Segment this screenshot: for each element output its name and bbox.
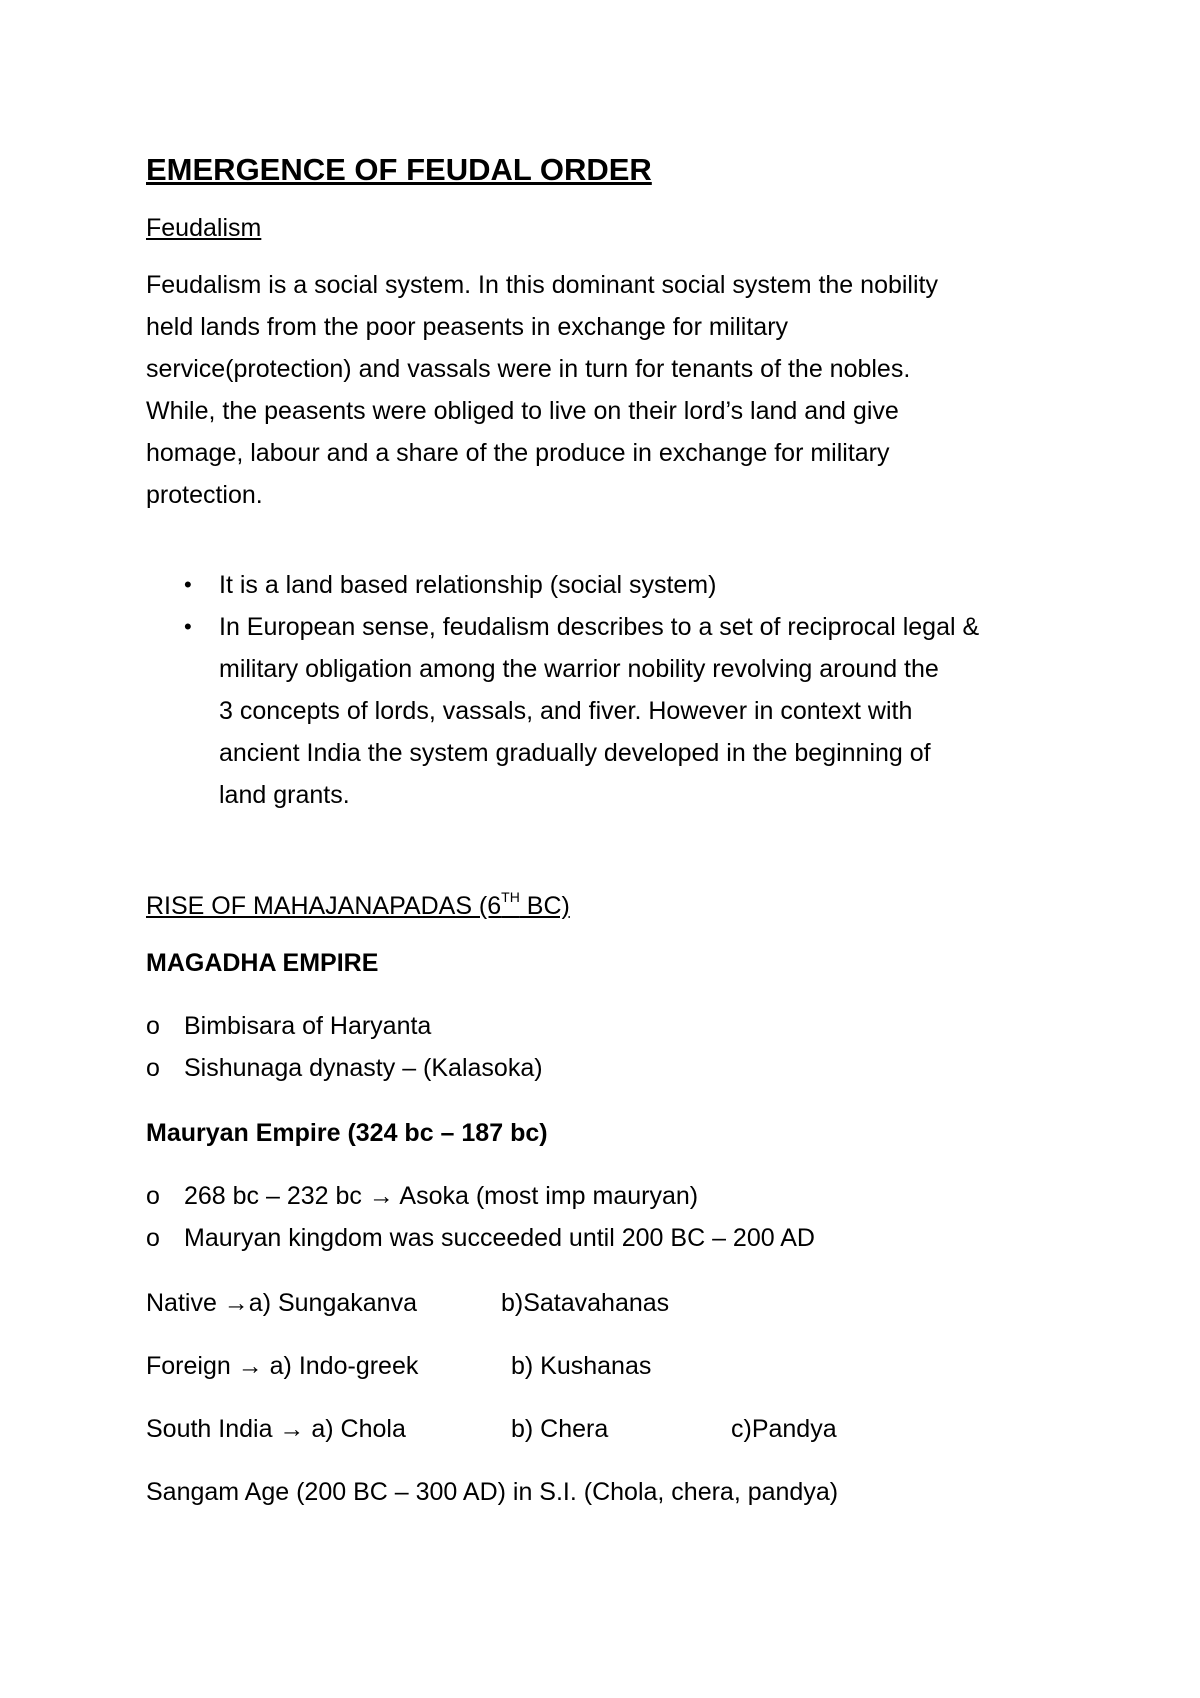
foreign-dynasties-row <box>146 1345 1076 1387</box>
feudalism-paragraph <box>146 264 1076 516</box>
bullet-line: ancient India the system gradually developed in the beginning of <box>219 739 931 767</box>
paragraph-line: While, the peasents were obliged to live on their lord’s land and give <box>146 397 899 425</box>
list-item <box>146 1175 815 1217</box>
bullet-line: 3 concepts of lords, vassals, and fiver. However in context with <box>219 697 913 725</box>
bullet-line: It is a land based relationship (social system) <box>219 571 717 599</box>
circle-bullet-icon: o <box>146 1012 160 1040</box>
foreign-label: Foreign → a) Indo-greek <box>146 1352 419 1380</box>
list-item-text: Mauryan kingdom was succeeded until 200 BC – 200 AD <box>184 1224 815 1252</box>
mahajanapadas-heading <box>146 885 570 927</box>
mauryan-heading: Mauryan Empire (324 bc – 187 bc) <box>146 1119 548 1147</box>
circle-bullet-icon: o <box>146 1054 160 1082</box>
list-item <box>146 1047 543 1089</box>
south-india-row <box>146 1408 1076 1450</box>
circle-bullet-icon: o <box>146 1182 160 1210</box>
list-item-text: Sishunaga dynasty – (Kalasoka) <box>184 1054 543 1082</box>
superscript: TH <box>501 889 520 905</box>
paragraph-line: held lands from the poor peasents in exchange for military <box>146 313 789 341</box>
native-label: Native →a) Sungakanva <box>146 1289 417 1317</box>
south-c: c)Pandya <box>731 1415 837 1443</box>
list-item <box>146 1005 543 1047</box>
bullet-item <box>146 564 1076 606</box>
circle-bullet-icon: o <box>146 1224 160 1252</box>
bullet-dot-icon: • <box>184 614 192 639</box>
bullet-dot-icon: • <box>184 572 192 597</box>
bullet-item <box>146 606 1076 816</box>
feudalism-heading: Feudalism <box>146 214 262 242</box>
magadha-heading: MAGADHA EMPIRE <box>146 949 379 977</box>
south-b: b) Chera <box>511 1415 609 1443</box>
list-item <box>146 1217 815 1259</box>
sangam-age-line: Sangam Age (200 BC – 300 AD) in S.I. (Chola, chera, pandya) <box>146 1478 839 1506</box>
heading-text: RISE OF MAHAJANAPADAS (6 <box>146 892 502 920</box>
south-label: South India → a) Chola <box>146 1415 406 1443</box>
list-item-text: 268 bc – 232 bc → Asoka (most imp mauryan) <box>184 1182 699 1210</box>
native-b: b)Satavahanas <box>501 1289 670 1317</box>
bullet-line: military obligation among the warrior nobility revolving around the <box>219 655 939 683</box>
feudalism-bullet-list <box>146 564 1076 816</box>
document-title: EMERGENCE OF FEUDAL ORDER <box>146 152 652 187</box>
foreign-b: b) Kushanas <box>511 1352 652 1380</box>
mauryan-list <box>146 1175 815 1259</box>
paragraph-line: protection. <box>146 481 263 509</box>
heading-text: BC) <box>519 892 570 920</box>
bullet-line: land grants. <box>219 781 350 809</box>
paragraph-line: homage, labour and a share of the produce in exchange for military <box>146 439 890 467</box>
paragraph-line: service(protection) and vassals were in turn for tenants of the nobles. <box>146 355 911 383</box>
native-dynasties-row <box>146 1282 1076 1324</box>
paragraph-line: Feudalism is a social system. In this dominant social system the nobility <box>146 271 938 299</box>
list-item-text: Bimbisara of Haryanta <box>184 1012 432 1040</box>
bullet-line: In European sense, feudalism describes to a set of reciprocal legal & <box>219 613 980 641</box>
magadha-list <box>146 1005 543 1089</box>
